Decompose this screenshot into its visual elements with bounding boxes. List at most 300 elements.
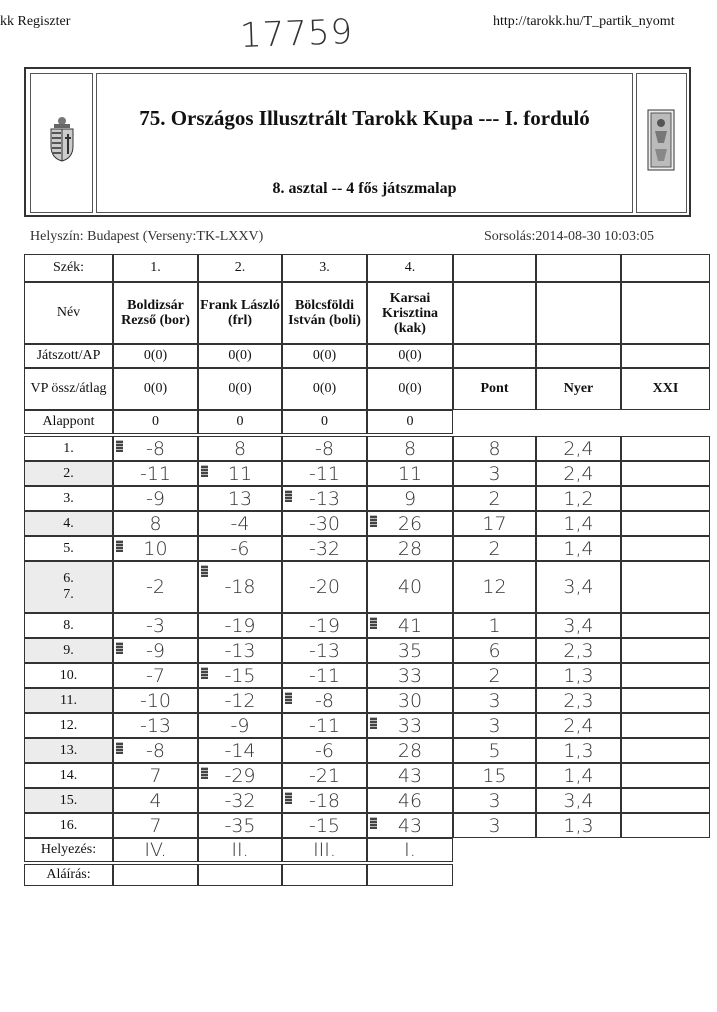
base-value <box>367 410 453 434</box>
player-name <box>282 282 367 344</box>
round-number-text: 16. <box>59 817 78 833</box>
handwritten-sheet-number: 17759 <box>239 12 354 56</box>
round-number-text: 12. <box>59 717 78 733</box>
nyer-cell <box>536 536 621 561</box>
score-cell-text: 11 <box>227 462 253 485</box>
score-cell <box>282 561 367 613</box>
xxi-cell <box>621 561 710 613</box>
score-cell <box>113 486 198 511</box>
pont-cell <box>453 763 536 788</box>
placement-cell-text: III. <box>313 839 336 861</box>
score-cell-text: 41 <box>397 614 423 637</box>
title-panel <box>96 73 633 213</box>
nyer-cell <box>536 461 621 486</box>
score-cell-text: -13 <box>308 639 341 662</box>
vp-value-text: 0(0) <box>143 381 168 396</box>
empty-header-cell <box>621 254 710 282</box>
placement-cell-text: II. <box>231 839 249 861</box>
round-number <box>24 613 113 638</box>
score-cell <box>282 613 367 638</box>
vp-value <box>282 368 367 410</box>
dealer-marker-icon <box>285 490 292 502</box>
score-cell <box>198 738 282 763</box>
dealer-marker-icon <box>116 742 123 754</box>
round-number <box>24 436 113 461</box>
dealer-marker-icon <box>201 465 208 477</box>
vp-value-text: 0(0) <box>398 381 422 396</box>
title-box <box>24 67 691 217</box>
pont-cell-text: 6 <box>488 639 501 662</box>
pont-cell <box>453 713 536 738</box>
crest-panel <box>30 73 93 213</box>
score-cell <box>282 436 367 461</box>
nyer-header-text: Nyer <box>563 381 594 396</box>
pont-cell-text: 8 <box>488 437 501 460</box>
score-cell-text: 13 <box>227 487 253 510</box>
signature-cell <box>198 864 282 886</box>
round-number <box>24 813 113 838</box>
nyer-cell-text: 3,4 <box>563 576 594 598</box>
empty-header-cell <box>621 344 710 368</box>
dealer-marker-icon <box>201 767 208 779</box>
score-cell <box>198 486 282 511</box>
nyer-cell <box>536 688 621 713</box>
pont-cell-text: 2 <box>488 487 501 510</box>
seat-label <box>24 254 113 282</box>
score-cell-text: -3 <box>146 614 165 637</box>
xxi-cell <box>621 436 710 461</box>
seat-number <box>282 254 367 282</box>
score-cell <box>113 613 198 638</box>
pont-cell <box>453 536 536 561</box>
score-cell-text: 28 <box>397 537 423 560</box>
signature-cell <box>367 864 453 886</box>
score-cell-text: 7 <box>149 764 162 787</box>
nyer-cell <box>536 638 621 663</box>
score-cell <box>198 561 282 613</box>
score-cell <box>198 813 282 838</box>
round-number-text: 14. <box>59 767 78 783</box>
vp-value-text: 0(0) <box>312 381 337 396</box>
round-number-text: 15. <box>59 792 78 808</box>
name-label-text: Név <box>56 305 81 320</box>
nyer-cell-text: 2,4 <box>563 462 594 485</box>
score-cell-text: -12 <box>224 689 256 712</box>
score-cell <box>367 436 453 461</box>
score-cell-text: -4 <box>230 512 250 535</box>
score-cell <box>367 813 453 838</box>
location-info: Helyszín: Budapest (Verseny:TK-LXXV) <box>30 229 264 244</box>
dealer-marker-icon <box>116 440 123 452</box>
pont-cell <box>453 486 536 511</box>
played-value-text: 0(0) <box>312 348 337 363</box>
score-cell <box>282 663 367 688</box>
nyer-cell <box>536 486 621 511</box>
nyer-cell-text: 1,4 <box>563 764 594 787</box>
nyer-cell-text: 2,4 <box>563 437 594 460</box>
pont-cell <box>453 561 536 613</box>
round-number-text: 1. <box>63 440 74 456</box>
round-number-text: 10. <box>59 667 78 683</box>
pont-cell <box>453 613 536 638</box>
xxi-cell <box>621 511 710 536</box>
score-cell-text: -7 <box>146 664 165 687</box>
placement-cell <box>282 838 367 862</box>
score-cell-text: 46 <box>397 789 423 812</box>
score-cell-text: -2 <box>146 576 165 598</box>
pont-cell-text: 1 <box>488 614 501 637</box>
nyer-cell <box>536 713 621 738</box>
signature-label <box>24 864 113 886</box>
seat-number-text: 4. <box>404 260 416 275</box>
player-name-text: Frank László (frl) <box>200 298 280 328</box>
score-cell <box>367 713 453 738</box>
pont-cell <box>453 788 536 813</box>
score-cell <box>367 788 453 813</box>
dealer-marker-icon <box>370 817 377 829</box>
nyer-cell-text: 3,4 <box>563 614 594 637</box>
seat-number <box>367 254 453 282</box>
pont-cell-text: 3 <box>488 789 501 812</box>
score-cell <box>113 561 198 613</box>
score-cell <box>367 561 453 613</box>
score-sheet-table <box>24 254 710 894</box>
pont-cell-text: 15 <box>482 764 507 787</box>
xxi-cell <box>621 663 710 688</box>
base-value-text: 0 <box>236 414 244 429</box>
score-cell-text: -35 <box>224 814 256 837</box>
pont-cell-text: 2 <box>488 537 501 560</box>
nyer-cell <box>536 663 621 688</box>
round-number-text: 9. <box>63 642 74 658</box>
seat-number-text: 2. <box>234 260 246 275</box>
nyer-cell-text: 1,2 <box>563 487 594 510</box>
score-cell <box>367 461 453 486</box>
score-cell <box>198 613 282 638</box>
seat-number <box>113 254 198 282</box>
page-subtitle: 8. asztal -- 4 fős játszmalap <box>272 180 457 197</box>
played-value <box>198 344 282 368</box>
placement-label-text: Helyezés: <box>40 842 97 857</box>
pont-cell <box>453 461 536 486</box>
dealer-marker-icon <box>116 642 123 654</box>
card-panel <box>636 73 687 213</box>
nyer-cell-text: 2,4 <box>563 714 594 737</box>
pont-cell-text: 2 <box>488 664 501 687</box>
dealer-marker-icon <box>370 515 377 527</box>
score-cell-text: 4 <box>149 789 162 812</box>
score-cell <box>367 511 453 536</box>
score-cell <box>367 663 453 688</box>
round-number-text: 11. <box>60 692 77 708</box>
nyer-cell <box>536 511 621 536</box>
score-cell-text: 10 <box>143 537 168 560</box>
print-header-url: http://tarokk.hu/T_partik_nyomt <box>493 14 675 29</box>
score-cell <box>367 613 453 638</box>
xxi-cell <box>621 738 710 763</box>
signature-cell <box>113 864 198 886</box>
pont-cell <box>453 688 536 713</box>
score-cell <box>113 788 198 813</box>
seat-number <box>198 254 282 282</box>
hungarian-coat-of-arms-icon <box>49 116 75 162</box>
played-value <box>282 344 367 368</box>
score-cell-text: -10 <box>139 689 172 712</box>
vp-value <box>198 368 282 410</box>
nyer-cell-text: 1,4 <box>563 512 594 535</box>
signature-cell <box>282 864 367 886</box>
nyer-cell-text: 1,3 <box>563 739 594 762</box>
vp-value-text: 0(0) <box>228 381 252 396</box>
round-number-text: 3. <box>63 490 74 506</box>
score-cell <box>198 461 282 486</box>
score-cell-text: -18 <box>224 576 256 598</box>
score-cell <box>367 638 453 663</box>
played-value-text: 0(0) <box>398 348 422 363</box>
base-value-text: 0 <box>152 414 159 429</box>
score-cell <box>113 688 198 713</box>
score-cell-text: 33 <box>397 664 423 687</box>
score-cell <box>198 663 282 688</box>
base-value <box>113 410 198 434</box>
nyer-cell <box>536 738 621 763</box>
score-cell-text: -11 <box>308 462 341 485</box>
nyer-cell <box>536 788 621 813</box>
empty-header-cell <box>453 344 536 368</box>
round-number-text: 4. <box>63 515 74 531</box>
empty-header-cell <box>536 282 621 344</box>
score-cell-text: -6 <box>315 739 334 762</box>
score-cell <box>198 713 282 738</box>
score-cell <box>282 763 367 788</box>
score-cell <box>282 638 367 663</box>
score-cell <box>367 763 453 788</box>
dealer-marker-icon <box>285 692 292 704</box>
xxi-cell <box>621 613 710 638</box>
dealer-marker-icon <box>116 540 123 552</box>
played-label-text: Játszott/AP <box>36 348 101 363</box>
played-label <box>24 344 113 368</box>
player-name <box>113 282 198 344</box>
placement-cell-text: IV. <box>144 839 167 861</box>
score-cell-text: -14 <box>224 739 256 762</box>
dealer-marker-icon <box>285 792 292 804</box>
base-value <box>198 410 282 434</box>
pont-cell <box>453 436 536 461</box>
vp-value <box>367 368 453 410</box>
placement-cell <box>113 838 198 862</box>
score-cell-text: -15 <box>224 664 256 687</box>
pont-cell-text: 5 <box>488 739 501 762</box>
xxi-cell <box>621 638 710 663</box>
seat-number-text: 1. <box>150 260 161 275</box>
score-cell <box>198 688 282 713</box>
score-cell-text: -11 <box>139 462 172 485</box>
score-cell <box>198 436 282 461</box>
pont-cell <box>453 813 536 838</box>
score-cell-text: 28 <box>397 739 423 762</box>
score-cell-text: 8 <box>403 437 417 460</box>
score-cell-text: -18 <box>308 789 341 812</box>
round-number <box>24 688 113 713</box>
vp-value <box>113 368 198 410</box>
pont-header <box>453 368 536 410</box>
nyer-cell <box>536 763 621 788</box>
nyer-cell <box>536 561 621 613</box>
pont-cell-text: 3 <box>488 814 501 837</box>
score-cell <box>113 461 198 486</box>
pont-cell-text: 3 <box>488 689 501 712</box>
page-title: 75. Országos Illusztrált Tarokk Kupa --- I. forduló <box>139 106 590 130</box>
pont-cell-text: 3 <box>488 462 501 485</box>
score-cell-text: -32 <box>308 537 341 560</box>
score-cell <box>282 486 367 511</box>
round-number <box>24 461 113 486</box>
nyer-header <box>536 368 621 410</box>
score-cell-text: 33 <box>397 714 423 737</box>
played-value-text: 0(0) <box>228 348 252 363</box>
player-name-text: Karsai Krisztina (kak) <box>382 290 438 336</box>
xxi-header <box>621 368 710 410</box>
score-cell <box>367 536 453 561</box>
pont-header-text: Pont <box>480 381 509 396</box>
played-value <box>367 344 453 368</box>
score-cell-text: -8 <box>315 689 334 712</box>
dealer-marker-icon <box>201 565 208 577</box>
score-cell-text: 35 <box>397 639 423 662</box>
score-cell-text: 8 <box>149 512 162 535</box>
score-cell-text: -11 <box>308 664 341 687</box>
placement-cell <box>198 838 282 862</box>
player-name <box>198 282 282 344</box>
nyer-cell <box>536 813 621 838</box>
score-cell <box>198 536 282 561</box>
score-cell <box>198 788 282 813</box>
signature-label-text: Aláírás: <box>46 867 91 882</box>
score-cell <box>113 511 198 536</box>
round-number <box>24 536 113 561</box>
xxi-cell <box>621 788 710 813</box>
base-value <box>282 410 367 434</box>
dealer-marker-icon <box>370 617 377 629</box>
score-cell-text: -8 <box>146 437 165 460</box>
nyer-cell-text: 1,3 <box>563 814 594 837</box>
round-number <box>24 638 113 663</box>
placement-cell-text: I. <box>404 839 416 861</box>
score-cell-text: 30 <box>397 689 423 712</box>
base-label-text: Alappont <box>42 414 95 429</box>
score-cell <box>113 763 198 788</box>
score-cell-text: 43 <box>397 814 423 837</box>
score-cell-text: -8 <box>315 437 334 460</box>
xxi-header-text: XXI <box>652 381 679 396</box>
score-cell-text: 8 <box>233 437 247 460</box>
xxi-cell <box>621 763 710 788</box>
score-cell <box>198 638 282 663</box>
round-number <box>24 713 113 738</box>
score-cell <box>282 688 367 713</box>
round-number-text: 13. <box>59 742 78 758</box>
dealer-marker-icon <box>201 667 208 679</box>
score-cell-text: -32 <box>224 789 256 812</box>
xxi-cell <box>621 813 710 838</box>
score-cell-text: -21 <box>308 764 341 787</box>
empty-header-cell <box>536 344 621 368</box>
nyer-cell-text: 3,4 <box>563 789 594 812</box>
score-cell-text: -9 <box>230 714 250 737</box>
score-cell-text: -6 <box>230 537 250 560</box>
nyer-cell-text: 1,4 <box>563 537 594 560</box>
score-cell-text: 26 <box>397 512 423 535</box>
round-number <box>24 486 113 511</box>
seat-number-text: 3. <box>319 260 330 275</box>
score-cell <box>282 461 367 486</box>
round-number-text: 8. <box>63 617 74 633</box>
xxi-cell <box>621 536 710 561</box>
score-cell-text: -29 <box>224 764 256 787</box>
score-cell <box>113 738 198 763</box>
pont-cell <box>453 638 536 663</box>
round-number-text: 2. <box>63 465 74 481</box>
round-number <box>24 738 113 763</box>
score-cell <box>282 813 367 838</box>
round-number-text: 6. 7. <box>63 571 74 602</box>
vp-label-text: VP össz/átlag <box>30 381 107 396</box>
nyer-cell <box>536 613 621 638</box>
score-cell-text: -30 <box>308 512 341 535</box>
base-label <box>24 410 113 434</box>
score-cell <box>282 738 367 763</box>
placement-cell <box>367 838 453 862</box>
pont-cell <box>453 663 536 688</box>
played-value <box>113 344 198 368</box>
placement-label <box>24 838 113 862</box>
empty-header-cell <box>453 254 536 282</box>
score-cell-text: 9 <box>403 487 417 510</box>
player-name <box>367 282 453 344</box>
score-cell <box>198 763 282 788</box>
base-value-text: 0 <box>321 414 328 429</box>
score-cell <box>367 688 453 713</box>
score-cell <box>198 511 282 536</box>
xxi-cell <box>621 486 710 511</box>
score-cell-text: -19 <box>308 614 341 637</box>
name-label <box>24 282 113 344</box>
pont-cell-text: 3 <box>488 714 501 737</box>
score-cell-text: -11 <box>308 714 341 737</box>
score-cell-text: -8 <box>146 739 165 762</box>
score-cell-text: -13 <box>224 639 256 662</box>
pont-cell <box>453 738 536 763</box>
empty-header-cell <box>621 282 710 344</box>
dealer-marker-icon <box>370 717 377 729</box>
round-number <box>24 663 113 688</box>
score-cell <box>113 536 198 561</box>
score-cell-text: 11 <box>397 462 423 485</box>
round-number <box>24 763 113 788</box>
player-name-text: Bölcsföldi István (boli) <box>288 298 361 328</box>
score-cell <box>367 486 453 511</box>
score-cell-text: -15 <box>308 814 341 837</box>
score-cell <box>282 511 367 536</box>
score-cell-text: -9 <box>146 639 165 662</box>
score-cell <box>282 788 367 813</box>
score-cell <box>113 436 198 461</box>
empty-header-cell <box>453 282 536 344</box>
nyer-cell <box>536 436 621 461</box>
nyer-cell-text: 2,3 <box>563 689 594 712</box>
nyer-cell-text: 1,3 <box>563 664 594 687</box>
